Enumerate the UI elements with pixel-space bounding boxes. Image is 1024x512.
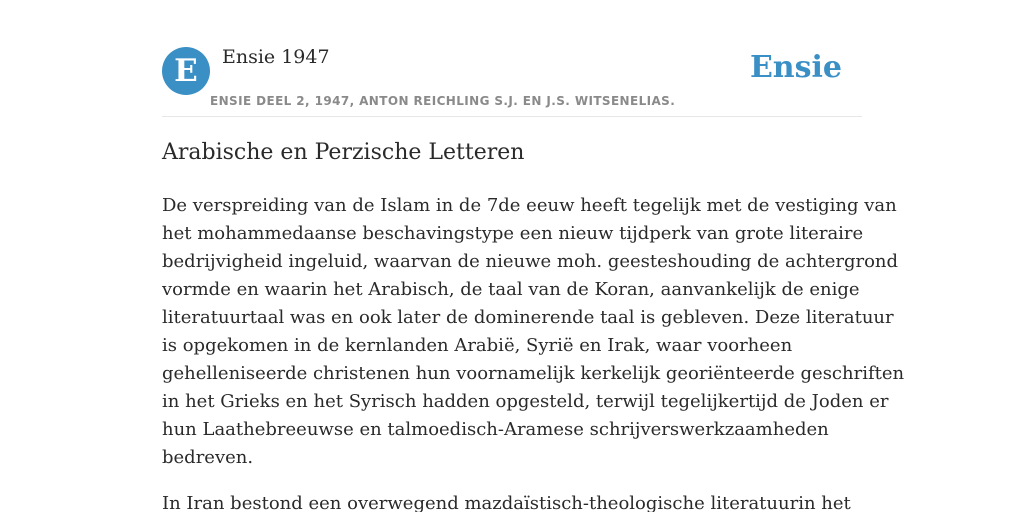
text-line: het mohammedaanse beschavingstype een nieuw tijdperk van grote literaire — [162, 223, 864, 244]
ensie-logo-icon[interactable]: E — [162, 47, 210, 95]
brand-logo[interactable]: Ensie — [749, 50, 842, 85]
book-title: Ensie 1947 — [222, 46, 330, 68]
paragraph — [162, 192, 905, 472]
article-title: Arabische en Perzische Letteren — [162, 140, 525, 165]
text-line: In Iran bestond een overwegend mazdaïstisch-theologische literatuurin het — [162, 493, 851, 512]
text-line: vormde en waarin het Arabisch, de taal van de Koran, aanvankelijk de enige — [162, 279, 860, 300]
book-subtitle: ENSIE DEEL 2, 1947, ANTON REICHLING S.J. EN J.S. WITSENELIAS. — [210, 94, 676, 108]
text-line: literatuurtaal was en ook later de dominerende taal is gebleven. Deze literatuur — [162, 307, 894, 328]
header — [162, 44, 862, 117]
text-line: hun Laathebreeuwse en talmoedisch-Aramese schrijverswerkzaamheden — [162, 419, 829, 440]
text-line: bedreven. — [162, 447, 254, 468]
article-body — [162, 192, 905, 512]
text-line: is opgekomen in de kernlanden Arabië, Syrië en Irak, waar voorheen — [162, 335, 793, 356]
paragraph — [162, 490, 862, 512]
text-line: De verspreiding van de Islam in de 7de eeuw heeft tegelijk met de vestiging van — [162, 195, 897, 216]
text-line: gehelleniseerde christenen hun voornamelijk kerkelijk georiënteerde geschriften — [162, 363, 905, 384]
text-line: bedrijvigheid ingeluid, waarvan de nieuwe moh. geesteshouding de achtergrond — [162, 251, 899, 272]
text-line: in het Grieks en het Syrisch hadden opgesteld, terwijl tegelijkertijd de Joden er — [162, 391, 889, 412]
